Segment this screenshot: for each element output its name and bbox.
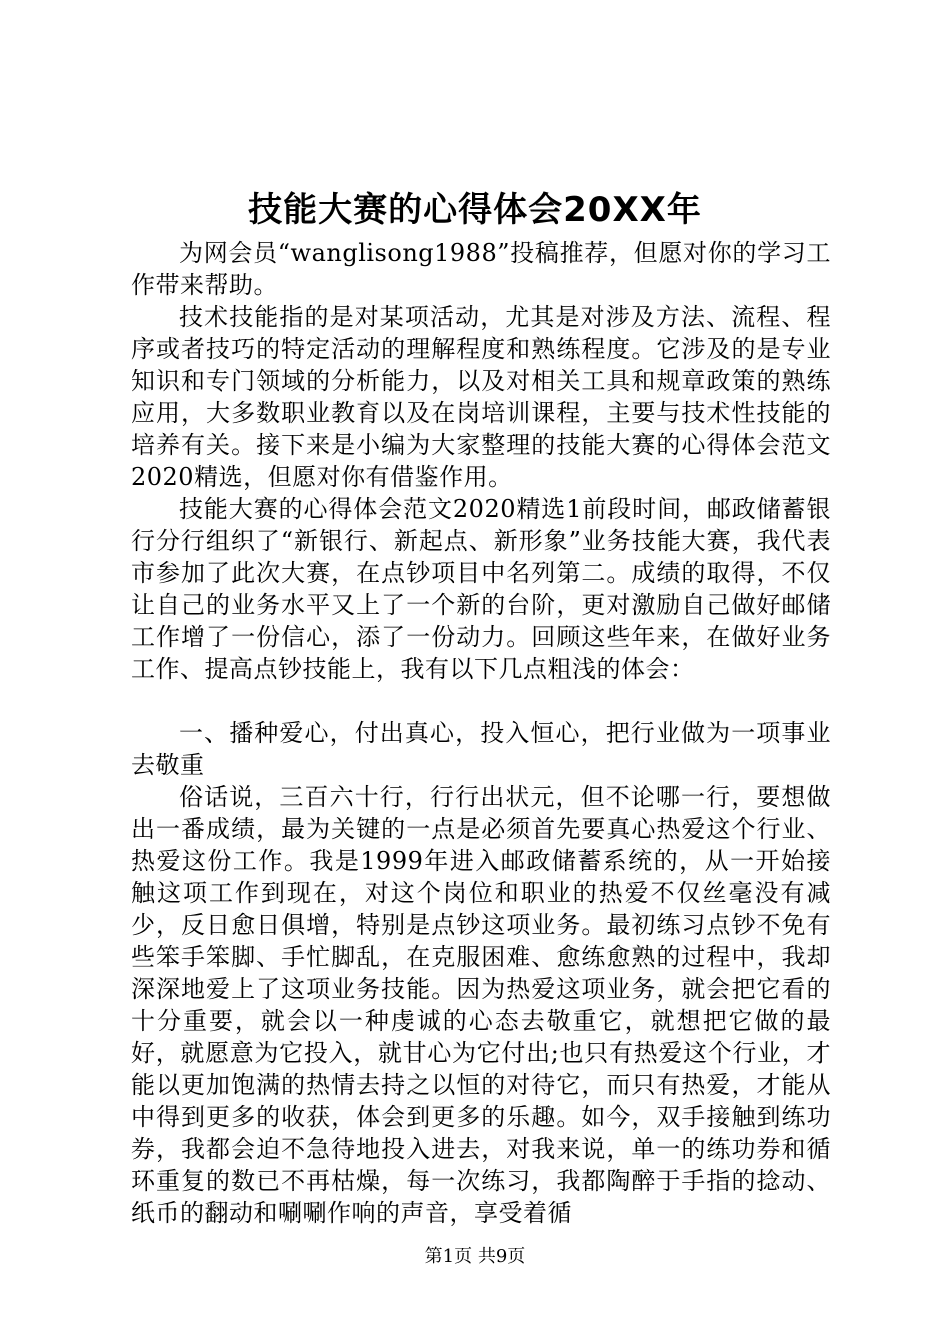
document-title: 技能大赛的心得体会20XX年	[248, 190, 702, 230]
paragraph-definition: 技术技能指的是对某项活动，尤其是对涉及方法、流程、程序或者技巧的特定活动的理解程度和熟练程度。它涉及的是专业知识和专门领域的分析能力，以及对相关工具和规章政策的熟练应用，大多数职业教育以及在岗培训课程，主要与技术性技能的培养有关。接下来是小编为大家整理的技能大赛的心得体会范文2020精选，但愿对你有借鉴作用。	[131, 303, 831, 491]
paragraph-section-1-body: 俗话说，三百六十行，行行出状元，但不论哪一行，要想做出一番成绩，最为关键的一点是必须首先要真心热爱这个行业、热爱这份工作。我是1999年进入邮政储蓄系统的，从一开始接触这项工作到现在，对这个岗位和职业的热爱不仅丝毫没有减少，反日愈日俱增，特别是点钞这项业务。最初练习点钞不免有些笨手笨脚、手忙脚乱，在克服困难、愈练愈熟的过程中，我却深深地爱上了这项业务技能。因为热爱这项业务，就会把它看的十分重要，就会以一种虔诚的心态去敬重它，就想把它做的最好，就愿意为它投入，就甘心为它付出;也只有热爱这个行业，才能以更加饱满的热情去持之以恒的对待它，而只有热爱，才能从中得到更多的收获，体会到更多的乐趣。如今，双手接触到练功券，我都会迫不急待地投入进去，对我来说，单一的练功券和循环重复的数已不再枯燥，每一次练习，我都陶醉于手指的捻动、纸币的翻动和唰唰作响的声音，享受着循	[131, 783, 831, 1227]
page-number: 第1页 共9页	[424, 1246, 526, 1267]
section-heading-1: 一、播种爱心，付出真心，投入恒心，把行业做为一项事业去敬重	[131, 719, 831, 779]
paragraph-sample-1: 技能大赛的心得体会范文2020精选1前段时间，邮政储蓄银行分行组织了“新银行、新起点、新形象”业务技能大赛，我代表市参加了此次大赛，在点钞项目中名列第二。成绩的取得，不仅让自己的业务水平又上了一个新的台阶，更对激励自己做好邮储工作增了一份信心，添了一份动力。回顾这些年来，在做好业务工作、提高点钞技能上，我有以下几点粗浅的体会：	[131, 495, 831, 683]
document-body	[131, 237, 831, 1229]
paragraph-intro: 为网会员“wanglisong1988”投稿推荐，但愿对你的学习工作带来帮助。	[131, 239, 831, 299]
